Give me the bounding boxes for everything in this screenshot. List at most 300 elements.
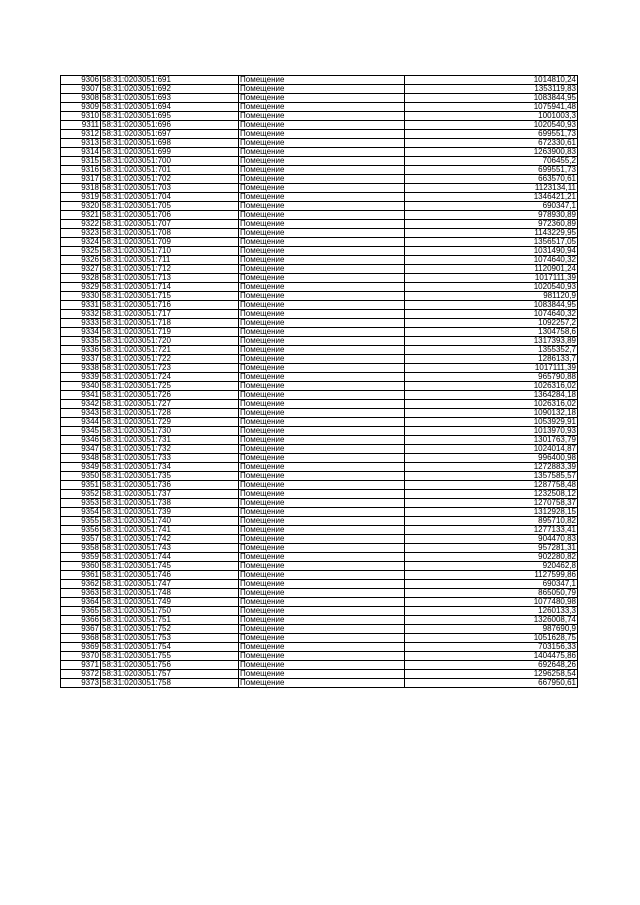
cadastral-number-cell: 58:31:0203051:725 <box>101 382 239 391</box>
row-number-cell: 9314 <box>61 148 101 157</box>
cadastral-number-cell: 58:31:0203051:705 <box>101 202 239 211</box>
cadastral-value-cell: 663570,61 <box>405 175 578 184</box>
cadastral-number-cell: 58:31:0203051:756 <box>101 661 239 670</box>
cadastral-number-cell: 58:31:0203051:702 <box>101 175 239 184</box>
cadastral-value-cell: 703156,33 <box>405 643 578 652</box>
cadastral-value-cell: 1260133,3 <box>405 607 578 616</box>
object-type-cell: Помещение <box>239 112 405 121</box>
cadastral-number-cell: 58:31:0203051:713 <box>101 274 239 283</box>
row-number-cell: 9316 <box>61 166 101 175</box>
cadastral-value-cell: 1092257,2 <box>405 319 578 328</box>
object-type-cell: Помещение <box>239 679 405 688</box>
table-row <box>61 301 578 310</box>
cadastral-number-cell: 58:31:0203051:744 <box>101 553 239 562</box>
row-number-cell: 9344 <box>61 418 101 427</box>
table-row <box>61 175 578 184</box>
cadastral-number-cell: 58:31:0203051:728 <box>101 409 239 418</box>
row-number-cell: 9328 <box>61 274 101 283</box>
cadastral-value-cell: 1123134,11 <box>405 184 578 193</box>
object-type-cell: Помещение <box>239 607 405 616</box>
table-row <box>61 319 578 328</box>
object-type-cell: Помещение <box>239 337 405 346</box>
cadastral-number-cell: 58:31:0203051:717 <box>101 310 239 319</box>
table-row <box>61 517 578 526</box>
table-row <box>61 409 578 418</box>
cadastral-value-cell: 690347,1 <box>405 202 578 211</box>
object-type-cell: Помещение <box>239 418 405 427</box>
row-number-cell: 9333 <box>61 319 101 328</box>
object-type-cell: Помещение <box>239 184 405 193</box>
cadastral-number-cell: 58:31:0203051:715 <box>101 292 239 301</box>
row-number-cell: 9311 <box>61 121 101 130</box>
table-row <box>61 562 578 571</box>
cadastral-number-cell: 58:31:0203051:745 <box>101 562 239 571</box>
object-type-cell: Помещение <box>239 229 405 238</box>
cadastral-number-cell: 58:31:0203051:722 <box>101 355 239 364</box>
cadastral-number-cell: 58:31:0203051:733 <box>101 454 239 463</box>
table-row <box>61 85 578 94</box>
cadastral-value-cell: 1075941,48 <box>405 103 578 112</box>
table-row <box>61 427 578 436</box>
table-row <box>61 184 578 193</box>
cadastral-number-cell: 58:31:0203051:691 <box>101 76 239 85</box>
cadastral-value-cell: 699551,73 <box>405 166 578 175</box>
cadastral-value-cell: 1326008,74 <box>405 616 578 625</box>
table-row <box>61 445 578 454</box>
table-row <box>61 229 578 238</box>
cadastral-number-cell: 58:31:0203051:709 <box>101 238 239 247</box>
table-row <box>61 661 578 670</box>
row-number-cell: 9358 <box>61 544 101 553</box>
object-type-cell: Помещение <box>239 211 405 220</box>
cadastral-value-cell: 1277133,41 <box>405 526 578 535</box>
cadastral-number-cell: 58:31:0203051:706 <box>101 211 239 220</box>
cadastral-number-cell: 58:31:0203051:750 <box>101 607 239 616</box>
table-row <box>61 157 578 166</box>
table-row <box>61 607 578 616</box>
table-row <box>61 211 578 220</box>
table-row <box>61 238 578 247</box>
cadastral-number-cell: 58:31:0203051:729 <box>101 418 239 427</box>
object-type-cell: Помещение <box>239 139 405 148</box>
row-number-cell: 9332 <box>61 310 101 319</box>
row-number-cell: 9335 <box>61 337 101 346</box>
row-number-cell: 9355 <box>61 517 101 526</box>
cadastral-value-cell: 1346421,21 <box>405 193 578 202</box>
cadastral-number-cell: 58:31:0203051:743 <box>101 544 239 553</box>
object-type-cell: Помещение <box>239 202 405 211</box>
cadastral-value-table <box>60 75 578 688</box>
cadastral-value-cell: 1143229,95 <box>405 229 578 238</box>
table-row <box>61 274 578 283</box>
row-number-cell: 9317 <box>61 175 101 184</box>
cadastral-value-cell: 667950,61 <box>405 679 578 688</box>
object-type-cell: Помещение <box>239 535 405 544</box>
object-type-cell: Помещение <box>239 364 405 373</box>
cadastral-value-cell: 1232508,12 <box>405 490 578 499</box>
row-number-cell: 9342 <box>61 400 101 409</box>
row-number-cell: 9372 <box>61 670 101 679</box>
row-number-cell: 9324 <box>61 238 101 247</box>
object-type-cell: Помещение <box>239 490 405 499</box>
table-row <box>61 544 578 553</box>
cadastral-number-cell: 58:31:0203051:707 <box>101 220 239 229</box>
cadastral-value-cell: 996400,98 <box>405 454 578 463</box>
cadastral-value-cell: 1353119,83 <box>405 85 578 94</box>
object-type-cell: Помещение <box>239 616 405 625</box>
cadastral-value-cell: 1301763,79 <box>405 436 578 445</box>
table-row <box>61 589 578 598</box>
object-type-cell: Помещение <box>239 157 405 166</box>
cadastral-value-cell: 699551,73 <box>405 130 578 139</box>
object-type-cell: Помещение <box>239 643 405 652</box>
cadastral-value-cell: 1356517,05 <box>405 238 578 247</box>
cadastral-number-cell: 58:31:0203051:696 <box>101 121 239 130</box>
row-number-cell: 9346 <box>61 436 101 445</box>
row-number-cell: 9359 <box>61 553 101 562</box>
table-row <box>61 121 578 130</box>
cadastral-number-cell: 58:31:0203051:753 <box>101 634 239 643</box>
object-type-cell: Помещение <box>239 472 405 481</box>
cadastral-number-cell: 58:31:0203051:732 <box>101 445 239 454</box>
table-row <box>61 643 578 652</box>
cadastral-value-cell: 1404475,86 <box>405 652 578 661</box>
cadastral-value-cell: 1304758,6 <box>405 328 578 337</box>
object-type-cell: Помещение <box>239 670 405 679</box>
cadastral-value-cell: 987690,9 <box>405 625 578 634</box>
cadastral-number-cell: 58:31:0203051:757 <box>101 670 239 679</box>
cadastral-value-cell: 1074640,32 <box>405 310 578 319</box>
cadastral-value-cell: 1272883,39 <box>405 463 578 472</box>
row-number-cell: 9338 <box>61 364 101 373</box>
table-row <box>61 148 578 157</box>
row-number-cell: 9325 <box>61 247 101 256</box>
cadastral-number-cell: 58:31:0203051:719 <box>101 328 239 337</box>
cadastral-value-cell: 1053929,91 <box>405 418 578 427</box>
table-row <box>61 436 578 445</box>
cadastral-value-cell: 865050,79 <box>405 589 578 598</box>
row-number-cell: 9327 <box>61 265 101 274</box>
table-row <box>61 580 578 589</box>
row-number-cell: 9336 <box>61 346 101 355</box>
cadastral-value-cell: 1355352,7 <box>405 346 578 355</box>
row-number-cell: 9370 <box>61 652 101 661</box>
row-number-cell: 9360 <box>61 562 101 571</box>
object-type-cell: Помещение <box>239 634 405 643</box>
object-type-cell: Помещение <box>239 103 405 112</box>
cadastral-number-cell: 58:31:0203051:724 <box>101 373 239 382</box>
cadastral-value-cell: 1120901,24 <box>405 265 578 274</box>
table-row <box>61 76 578 85</box>
object-type-cell: Помещение <box>239 319 405 328</box>
cadastral-number-cell: 58:31:0203051:747 <box>101 580 239 589</box>
cadastral-number-cell: 58:31:0203051:721 <box>101 346 239 355</box>
cadastral-value-cell: 902280,82 <box>405 553 578 562</box>
row-number-cell: 9350 <box>61 472 101 481</box>
table-row <box>61 679 578 688</box>
object-type-cell: Помещение <box>239 562 405 571</box>
cadastral-value-cell: 1017111,39 <box>405 274 578 283</box>
row-number-cell: 9347 <box>61 445 101 454</box>
row-number-cell: 9343 <box>61 409 101 418</box>
cadastral-value-cell: 1083844,95 <box>405 94 578 103</box>
object-type-cell: Помещение <box>239 76 405 85</box>
row-number-cell: 9345 <box>61 427 101 436</box>
row-number-cell: 9339 <box>61 373 101 382</box>
object-type-cell: Помещение <box>239 553 405 562</box>
object-type-cell: Помещение <box>239 391 405 400</box>
object-type-cell: Помещение <box>239 589 405 598</box>
cadastral-value-cell: 1127599,86 <box>405 571 578 580</box>
row-number-cell: 9363 <box>61 589 101 598</box>
cadastral-value-cell: 1312928,15 <box>405 508 578 517</box>
row-number-cell: 9348 <box>61 454 101 463</box>
cadastral-value-cell: 1286133,7 <box>405 355 578 364</box>
table-row <box>61 355 578 364</box>
cadastral-value-cell: 1074640,32 <box>405 256 578 265</box>
row-number-cell: 9306 <box>61 76 101 85</box>
object-type-cell: Помещение <box>239 580 405 589</box>
row-number-cell: 9315 <box>61 157 101 166</box>
table-row <box>61 553 578 562</box>
cadastral-number-cell: 58:31:0203051:711 <box>101 256 239 265</box>
cadastral-number-cell: 58:31:0203051:741 <box>101 526 239 535</box>
table-row <box>61 490 578 499</box>
row-number-cell: 9353 <box>61 499 101 508</box>
table-row <box>61 499 578 508</box>
object-type-cell: Помещение <box>239 598 405 607</box>
cadastral-number-cell: 58:31:0203051:698 <box>101 139 239 148</box>
cadastral-value-cell: 1083844,95 <box>405 301 578 310</box>
object-type-cell: Помещение <box>239 238 405 247</box>
cadastral-number-cell: 58:31:0203051:694 <box>101 103 239 112</box>
table-row <box>61 310 578 319</box>
row-number-cell: 9337 <box>61 355 101 364</box>
row-number-cell: 9323 <box>61 229 101 238</box>
table-row <box>61 382 578 391</box>
object-type-cell: Помещение <box>239 265 405 274</box>
cadastral-value-cell: 1026316,02 <box>405 400 578 409</box>
row-number-cell: 9366 <box>61 616 101 625</box>
table-row <box>61 292 578 301</box>
cadastral-value-cell: 895710,82 <box>405 517 578 526</box>
row-number-cell: 9371 <box>61 661 101 670</box>
object-type-cell: Помещение <box>239 661 405 670</box>
cadastral-number-cell: 58:31:0203051:712 <box>101 265 239 274</box>
cadastral-number-cell: 58:31:0203051:740 <box>101 517 239 526</box>
cadastral-number-cell: 58:31:0203051:758 <box>101 679 239 688</box>
row-number-cell: 9330 <box>61 292 101 301</box>
table-row <box>61 634 578 643</box>
object-type-cell: Помещение <box>239 445 405 454</box>
row-number-cell: 9367 <box>61 625 101 634</box>
cadastral-value-cell: 1051628,75 <box>405 634 578 643</box>
object-type-cell: Помещение <box>239 166 405 175</box>
object-type-cell: Помещение <box>239 625 405 634</box>
cadastral-number-cell: 58:31:0203051:716 <box>101 301 239 310</box>
cadastral-value-cell: 1270758,37 <box>405 499 578 508</box>
row-number-cell: 9309 <box>61 103 101 112</box>
cadastral-value-cell: 978930,89 <box>405 211 578 220</box>
cadastral-number-cell: 58:31:0203051:737 <box>101 490 239 499</box>
object-type-cell: Помещение <box>239 652 405 661</box>
object-type-cell: Помещение <box>239 220 405 229</box>
table-row <box>61 670 578 679</box>
cadastral-number-cell: 58:31:0203051:714 <box>101 283 239 292</box>
table-row <box>61 373 578 382</box>
row-number-cell: 9313 <box>61 139 101 148</box>
cadastral-number-cell: 58:31:0203051:749 <box>101 598 239 607</box>
cadastral-number-cell: 58:31:0203051:731 <box>101 436 239 445</box>
cadastral-value-cell: 690347,1 <box>405 580 578 589</box>
object-type-cell: Помещение <box>239 301 405 310</box>
row-number-cell: 9373 <box>61 679 101 688</box>
object-type-cell: Помещение <box>239 247 405 256</box>
table-row <box>61 616 578 625</box>
cadastral-value-cell: 1287758,48 <box>405 481 578 490</box>
cadastral-number-cell: 58:31:0203051:752 <box>101 625 239 634</box>
object-type-cell: Помещение <box>239 175 405 184</box>
table-row <box>61 130 578 139</box>
row-number-cell: 9352 <box>61 490 101 499</box>
table-row <box>61 202 578 211</box>
table-row <box>61 346 578 355</box>
object-type-cell: Помещение <box>239 517 405 526</box>
object-type-cell: Помещение <box>239 310 405 319</box>
object-type-cell: Помещение <box>239 508 405 517</box>
table-row <box>61 463 578 472</box>
cadastral-number-cell: 58:31:0203051:754 <box>101 643 239 652</box>
cadastral-number-cell: 58:31:0203051:693 <box>101 94 239 103</box>
row-number-cell: 9329 <box>61 283 101 292</box>
cadastral-number-cell: 58:31:0203051:723 <box>101 364 239 373</box>
object-type-cell: Помещение <box>239 130 405 139</box>
object-type-cell: Помещение <box>239 373 405 382</box>
object-type-cell: Помещение <box>239 274 405 283</box>
cadastral-number-cell: 58:31:0203051:751 <box>101 616 239 625</box>
object-type-cell: Помещение <box>239 382 405 391</box>
cadastral-value-cell: 957281,31 <box>405 544 578 553</box>
cadastral-value-cell: 1090132,18 <box>405 409 578 418</box>
cadastral-value-cell: 1024014,87 <box>405 445 578 454</box>
object-type-cell: Помещение <box>239 283 405 292</box>
row-number-cell: 9318 <box>61 184 101 193</box>
cadastral-value-cell: 1017111,39 <box>405 364 578 373</box>
cadastral-value-cell: 1296258,54 <box>405 670 578 679</box>
cadastral-value-cell: 1263900,83 <box>405 148 578 157</box>
object-type-cell: Помещение <box>239 544 405 553</box>
cadastral-number-cell: 58:31:0203051:730 <box>101 427 239 436</box>
cadastral-number-cell: 58:31:0203051:739 <box>101 508 239 517</box>
object-type-cell: Помещение <box>239 121 405 130</box>
row-number-cell: 9361 <box>61 571 101 580</box>
cadastral-number-cell: 58:31:0203051:692 <box>101 85 239 94</box>
object-type-cell: Помещение <box>239 454 405 463</box>
object-type-cell: Помещение <box>239 463 405 472</box>
cadastral-value-cell: 965790,88 <box>405 373 578 382</box>
cadastral-value-cell: 1357585,57 <box>405 472 578 481</box>
row-number-cell: 9365 <box>61 607 101 616</box>
cadastral-number-cell: 58:31:0203051:742 <box>101 535 239 544</box>
cadastral-number-cell: 58:31:0203051:700 <box>101 157 239 166</box>
cadastral-value-cell: 1364284,18 <box>405 391 578 400</box>
cadastral-number-cell: 58:31:0203051:726 <box>101 391 239 400</box>
cadastral-number-cell: 58:31:0203051:701 <box>101 166 239 175</box>
object-type-cell: Помещение <box>239 148 405 157</box>
cadastral-value-cell: 1317393,89 <box>405 337 578 346</box>
table-row <box>61 103 578 112</box>
row-number-cell: 9356 <box>61 526 101 535</box>
table-row <box>61 328 578 337</box>
object-type-cell: Помещение <box>239 400 405 409</box>
object-type-cell: Помещение <box>239 85 405 94</box>
row-number-cell: 9340 <box>61 382 101 391</box>
cadastral-value-cell: 981120,9 <box>405 292 578 301</box>
table-row <box>61 94 578 103</box>
cadastral-value-cell: 920462,8 <box>405 562 578 571</box>
cadastral-number-cell: 58:31:0203051:727 <box>101 400 239 409</box>
cadastral-number-cell: 58:31:0203051:736 <box>101 481 239 490</box>
object-type-cell: Помещение <box>239 409 405 418</box>
object-type-cell: Помещение <box>239 526 405 535</box>
object-type-cell: Помещение <box>239 499 405 508</box>
cadastral-value-cell: 972360,89 <box>405 220 578 229</box>
table-row <box>61 400 578 409</box>
row-number-cell: 9319 <box>61 193 101 202</box>
cadastral-value-cell: 1001003,3 <box>405 112 578 121</box>
cadastral-number-cell: 58:31:0203051:735 <box>101 472 239 481</box>
object-type-cell: Помещение <box>239 193 405 202</box>
table-row <box>61 256 578 265</box>
row-number-cell: 9349 <box>61 463 101 472</box>
object-type-cell: Помещение <box>239 256 405 265</box>
row-number-cell: 9331 <box>61 301 101 310</box>
table-row <box>61 265 578 274</box>
row-number-cell: 9364 <box>61 598 101 607</box>
table-row <box>61 535 578 544</box>
row-number-cell: 9307 <box>61 85 101 94</box>
row-number-cell: 9341 <box>61 391 101 400</box>
object-type-cell: Помещение <box>239 355 405 364</box>
row-number-cell: 9368 <box>61 634 101 643</box>
table-body <box>61 76 578 688</box>
table-row <box>61 598 578 607</box>
cadastral-value-cell: 1013970,93 <box>405 427 578 436</box>
row-number-cell: 9321 <box>61 211 101 220</box>
table-row <box>61 247 578 256</box>
cadastral-value-cell: 1031490,94 <box>405 247 578 256</box>
table-row <box>61 625 578 634</box>
cadastral-value-cell: 1020540,93 <box>405 283 578 292</box>
table-row <box>61 193 578 202</box>
cadastral-number-cell: 58:31:0203051:718 <box>101 319 239 328</box>
table-row <box>61 472 578 481</box>
row-number-cell: 9310 <box>61 112 101 121</box>
object-type-cell: Помещение <box>239 346 405 355</box>
table-row <box>61 112 578 121</box>
object-type-cell: Помещение <box>239 427 405 436</box>
row-number-cell: 9322 <box>61 220 101 229</box>
object-type-cell: Помещение <box>239 481 405 490</box>
table-row <box>61 166 578 175</box>
cadastral-value-cell: 1014810,24 <box>405 76 578 85</box>
row-number-cell: 9351 <box>61 481 101 490</box>
cadastral-number-cell: 58:31:0203051:699 <box>101 148 239 157</box>
cadastral-number-cell: 58:31:0203051:734 <box>101 463 239 472</box>
row-number-cell: 9357 <box>61 535 101 544</box>
cadastral-number-cell: 58:31:0203051:748 <box>101 589 239 598</box>
cadastral-number-cell: 58:31:0203051:697 <box>101 130 239 139</box>
